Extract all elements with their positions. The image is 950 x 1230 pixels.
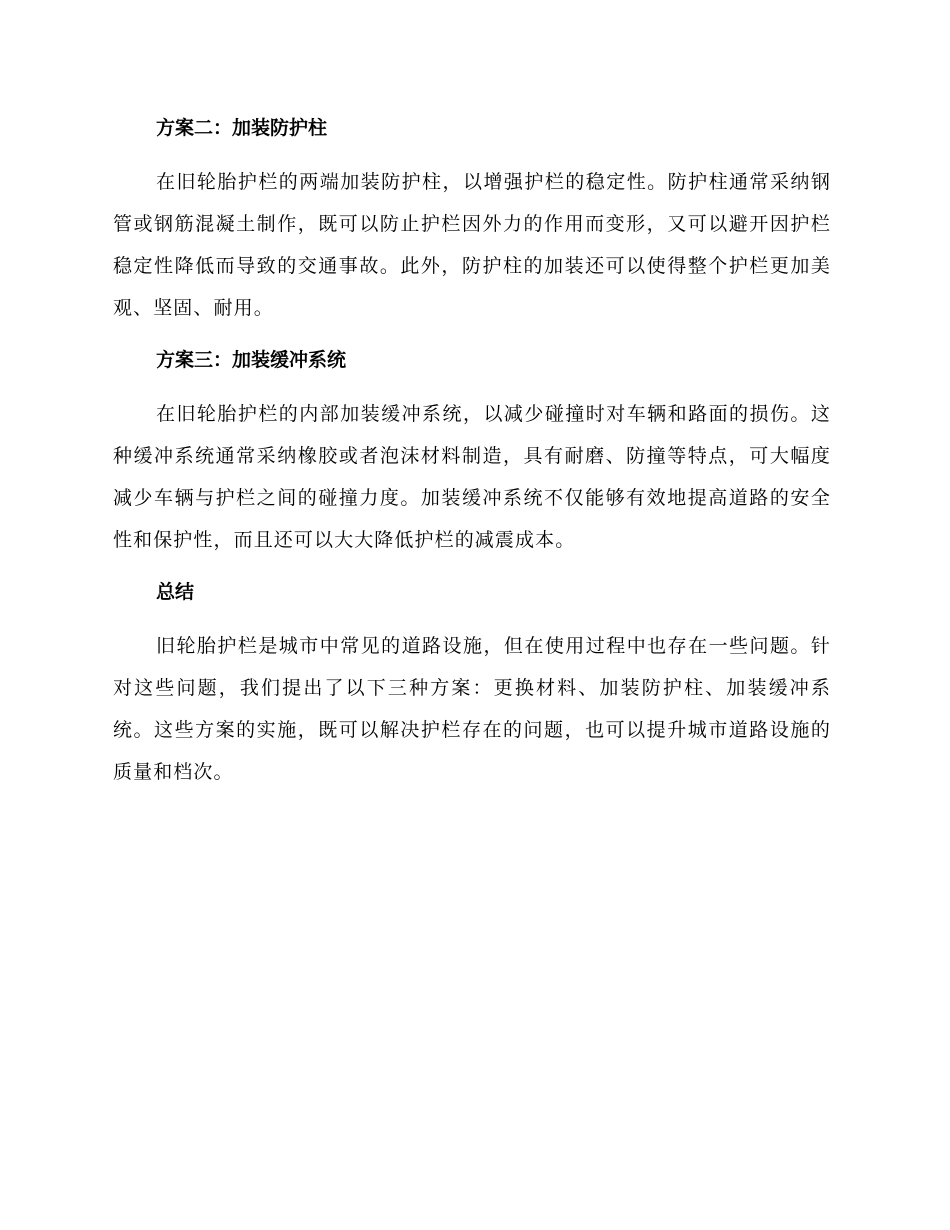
document-page <box>113 108 831 804</box>
section-buffer-system <box>113 340 831 561</box>
section-protective-posts <box>113 108 831 329</box>
section-paragraph: 在旧轮胎护栏的两端加装防护柱，以增强护栏的稳定性。防护柱通常采纳钢管或钢筋混凝土制作，既可以防止护栏因外力的作用而变形，又可以避开因护栏稳定性降低而导致的交通事故。此外，防护柱的加装还可以使得整个护栏更加美观、坚固、耐用。 <box>113 171 831 319</box>
section-heading: 方案三：加装缓冲系统 <box>156 349 347 371</box>
section-paragraph: 在旧轮胎护栏的内部加装缓冲系统，以减少碰撞时对车辆和路面的损伤。这种缓冲系统通常采纳橡胶或者泡沫材料制造，具有耐磨、防撞等特点，可大幅度减少车辆与护栏之间的碰撞力度。加装缓冲系统不仅能够有效地提高道路的安全性和保护性，而且还可以大大降低护栏的减震成本。 <box>113 403 831 551</box>
section-summary <box>113 572 831 793</box>
section-paragraph: 旧轮胎护栏是城市中常见的道路设施，但在使用过程中也存在一些问题。针对这些问题，我们提出了以下三种方案：更换材料、加装防护柱、加装缓冲系统。这些方案的实施，既可以解决护栏存在的问题，也可以提升城市道路设施的质量和档次。 <box>113 635 831 783</box>
section-heading: 方案二：加装防护柱 <box>156 117 328 139</box>
section-heading: 总结 <box>156 581 195 603</box>
